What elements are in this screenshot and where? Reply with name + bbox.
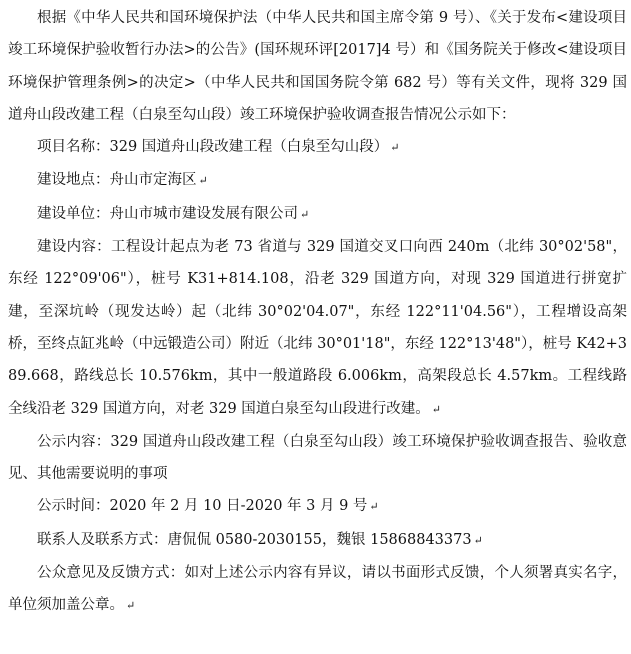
contact-text: 联系人及联系方式：唐侃侃 0580-2030155，魏银 15868843373: [37, 531, 472, 548]
builder-paragraph: [8, 198, 627, 231]
project-name-paragraph: [8, 131, 627, 164]
content-text: 建设内容：工程设计起点为老 73 省道与 329 国道交叉口向西 240m（北纬 30°02'58"，东经 122°09'06"），桩号 K31+814.108，沿老 329 国道方向，对现 329 国道进行拼宽扩建，至深坑岭（现发达岭）起（北纬 30°02'04.07"，东经 122°11'04.56"），工程增设高架桥，至终点缸兆岭（中远锻造公司）附近（北纬 30°01'18"，东经 122°13'48"），桩号 K42+389.668，路线总长 10.576km，其中一般道路段 6.006km，高架段总长 4.57km。工程线路全线沿老 329 国道方向，对老 329 国道白泉至勾山段进行改建。: [8, 239, 627, 417]
feedback-text: 公众意见及反馈方式：如对上述公示内容有异议，请以书面形式反馈，个人须署真实名字，单位须加盖公章。: [8, 565, 627, 614]
paragraph-mark-icon: ↵: [198, 174, 208, 188]
builder-text: 建设单位：舟山市城市建设发展有限公司: [37, 205, 298, 222]
paragraph-mark-icon: ↵: [126, 599, 136, 613]
intro-text: 根据《中华人民共和国环境保护法（中华人民共和国主席令第 9 号）、《关于发布<建设项目竣工环境保护验收暂行办法>的公告》(国环规环评[2017]4 号）和《国务院关于修改<建设项目环境保护管理条例>的决定>（中华人民共和国国务院令第 682 号）等有关文件，现将 329 国道舟山段改建工程（白泉至勾山段）竣工环境保护验收调查报告情况公示如下：: [8, 10, 627, 123]
intro-paragraph: [8, 2, 627, 131]
contact-paragraph: [8, 524, 627, 557]
location-paragraph: [8, 164, 627, 197]
paragraph-mark-icon: ↵: [390, 141, 400, 155]
location-text: 建设地点：舟山市定海区: [37, 172, 197, 189]
feedback-paragraph: [8, 557, 627, 623]
notice-time-text: 公示时间：2020 年 2 月 10 日-2020 年 3 月 9 号: [37, 498, 368, 515]
notice-content-paragraph: [8, 426, 627, 491]
notice-time-paragraph: [8, 490, 627, 523]
notice-content-text: 公示内容：329 国道舟山段改建工程（白泉至勾山段）竣工环境保护验收调查报告、验收意见、其他需要说明的事项: [8, 433, 627, 483]
paragraph-mark-icon: ↵: [369, 500, 379, 514]
paragraph-mark-icon: ↵: [473, 533, 483, 547]
content-paragraph: [8, 231, 627, 426]
paragraph-mark-icon: ↵: [300, 207, 310, 221]
paragraph-mark-icon: ↵: [431, 402, 442, 416]
project-name-text: 项目名称：329 国道舟山段改建工程（白泉至勾山段）: [37, 139, 389, 156]
